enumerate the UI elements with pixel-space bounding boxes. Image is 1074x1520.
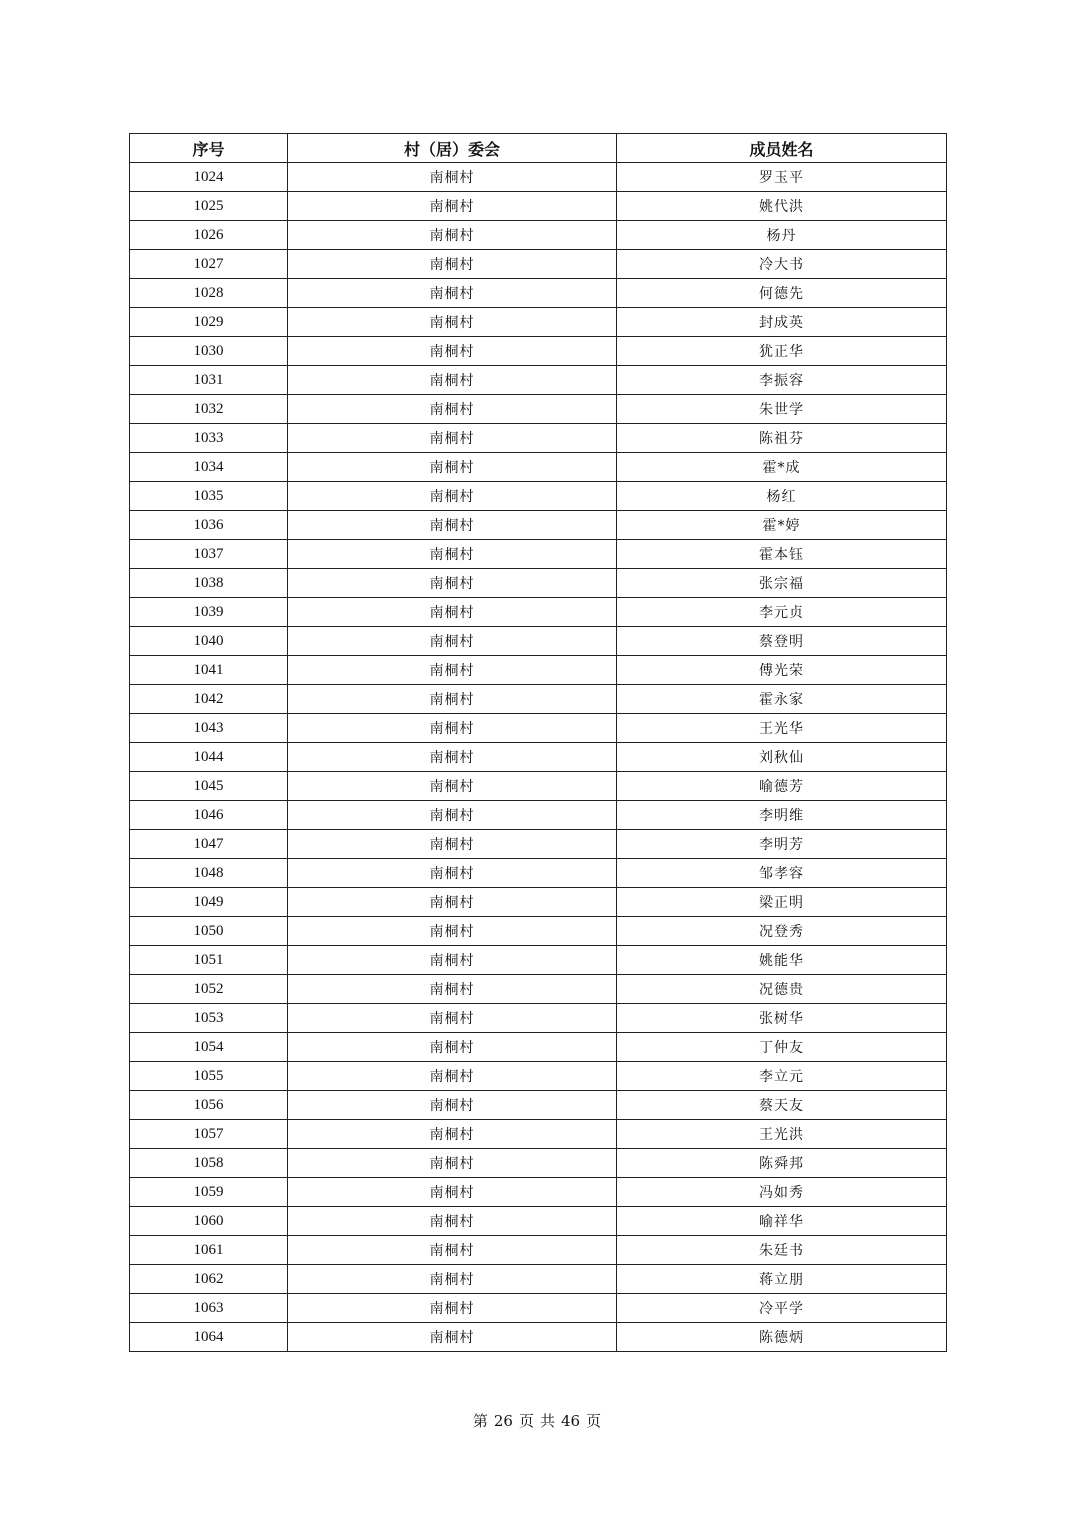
cell-committee: 南桐村 <box>288 627 617 656</box>
table-row <box>130 308 947 337</box>
cell-seq: 1026 <box>130 221 288 250</box>
table-row <box>130 917 947 946</box>
cell-member-name: 罗玉平 <box>617 163 947 192</box>
cell-committee: 南桐村 <box>288 250 617 279</box>
cell-seq: 1036 <box>130 511 288 540</box>
cell-seq: 1038 <box>130 569 288 598</box>
cell-member-name: 杨红 <box>617 482 947 511</box>
cell-committee: 南桐村 <box>288 859 617 888</box>
cell-seq: 1048 <box>130 859 288 888</box>
cell-member-name: 冷大书 <box>617 250 947 279</box>
header-committee: 村（居）委会 <box>288 134 617 163</box>
cell-committee: 南桐村 <box>288 917 617 946</box>
cell-member-name: 何德先 <box>617 279 947 308</box>
cell-seq: 1054 <box>130 1033 288 1062</box>
cell-seq: 1050 <box>130 917 288 946</box>
cell-seq: 1028 <box>130 279 288 308</box>
cell-seq: 1049 <box>130 888 288 917</box>
table-row <box>130 453 947 482</box>
table-row <box>130 250 947 279</box>
cell-member-name: 李立元 <box>617 1062 947 1091</box>
cell-committee: 南桐村 <box>288 424 617 453</box>
cell-seq: 1053 <box>130 1004 288 1033</box>
table-row <box>130 772 947 801</box>
cell-committee: 南桐村 <box>288 1033 617 1062</box>
cell-member-name: 傅光荣 <box>617 656 947 685</box>
cell-seq: 1029 <box>130 308 288 337</box>
cell-member-name: 王光洪 <box>617 1120 947 1149</box>
table-row <box>130 685 947 714</box>
table-row <box>130 1004 947 1033</box>
cell-member-name: 王光华 <box>617 714 947 743</box>
header-row <box>130 134 947 163</box>
footer-page-unit: 页 <box>518 1412 534 1430</box>
cell-committee: 南桐村 <box>288 1091 617 1120</box>
cell-member-name: 梁正明 <box>617 888 947 917</box>
cell-seq: 1052 <box>130 975 288 1004</box>
cell-committee: 南桐村 <box>288 337 617 366</box>
table-row <box>130 1178 947 1207</box>
cell-member-name: 霍*成 <box>617 453 947 482</box>
cell-seq: 1024 <box>130 163 288 192</box>
cell-seq: 1059 <box>130 1178 288 1207</box>
cell-seq: 1055 <box>130 1062 288 1091</box>
table-row <box>130 975 947 1004</box>
cell-committee: 南桐村 <box>288 279 617 308</box>
cell-committee: 南桐村 <box>288 1120 617 1149</box>
cell-member-name: 蒋立朋 <box>617 1265 947 1294</box>
cell-committee: 南桐村 <box>288 714 617 743</box>
cell-seq: 1039 <box>130 598 288 627</box>
table-row <box>130 1149 947 1178</box>
cell-committee: 南桐村 <box>288 1149 617 1178</box>
cell-seq: 1047 <box>130 830 288 859</box>
table-row <box>130 1323 947 1352</box>
cell-member-name: 姚能华 <box>617 946 947 975</box>
cell-seq: 1057 <box>130 1120 288 1149</box>
cell-seq: 1031 <box>130 366 288 395</box>
cell-committee: 南桐村 <box>288 308 617 337</box>
header-member-name: 成员姓名 <box>617 134 947 163</box>
footer-total-unit: 页 <box>586 1412 602 1430</box>
cell-member-name: 张宗福 <box>617 569 947 598</box>
cell-seq: 1027 <box>130 250 288 279</box>
footer-total-prefix: 共 <box>540 1412 556 1430</box>
cell-committee: 南桐村 <box>288 772 617 801</box>
cell-committee: 南桐村 <box>288 656 617 685</box>
cell-committee: 南桐村 <box>288 830 617 859</box>
cell-committee: 南桐村 <box>288 453 617 482</box>
table-row <box>130 888 947 917</box>
cell-member-name: 冯如秀 <box>617 1178 947 1207</box>
cell-member-name: 喻祥华 <box>617 1207 947 1236</box>
member-roster-table <box>129 133 947 1352</box>
cell-member-name: 陈舜邦 <box>617 1149 947 1178</box>
cell-seq: 1064 <box>130 1323 288 1352</box>
cell-committee: 南桐村 <box>288 888 617 917</box>
cell-seq: 1063 <box>130 1294 288 1323</box>
table-row <box>130 482 947 511</box>
cell-seq: 1051 <box>130 946 288 975</box>
cell-committee: 南桐村 <box>288 1294 617 1323</box>
cell-seq: 1033 <box>130 424 288 453</box>
cell-seq: 1037 <box>130 540 288 569</box>
table-row <box>130 192 947 221</box>
table-row <box>130 279 947 308</box>
table-row <box>130 569 947 598</box>
table-row <box>130 366 947 395</box>
cell-seq: 1035 <box>130 482 288 511</box>
cell-committee: 南桐村 <box>288 511 617 540</box>
cell-member-name: 丁仲友 <box>617 1033 947 1062</box>
table-row <box>130 221 947 250</box>
cell-seq: 1061 <box>130 1236 288 1265</box>
cell-committee: 南桐村 <box>288 221 617 250</box>
cell-seq: 1042 <box>130 685 288 714</box>
table-row <box>130 1120 947 1149</box>
cell-member-name: 李元贞 <box>617 598 947 627</box>
cell-seq: 1030 <box>130 337 288 366</box>
cell-committee: 南桐村 <box>288 1207 617 1236</box>
cell-seq: 1058 <box>130 1149 288 1178</box>
cell-member-name: 犹正华 <box>617 337 947 366</box>
cell-member-name: 封成英 <box>617 308 947 337</box>
cell-committee: 南桐村 <box>288 743 617 772</box>
page-footer <box>0 1410 1074 1431</box>
cell-committee: 南桐村 <box>288 163 617 192</box>
cell-committee: 南桐村 <box>288 192 617 221</box>
cell-seq: 1043 <box>130 714 288 743</box>
cell-committee: 南桐村 <box>288 685 617 714</box>
table-row <box>130 743 947 772</box>
table-row <box>130 540 947 569</box>
cell-committee: 南桐村 <box>288 366 617 395</box>
table-row <box>130 714 947 743</box>
cell-committee: 南桐村 <box>288 569 617 598</box>
cell-committee: 南桐村 <box>288 482 617 511</box>
cell-member-name: 李明芳 <box>617 830 947 859</box>
table-row <box>130 801 947 830</box>
cell-member-name: 邹孝容 <box>617 859 947 888</box>
table-row <box>130 1062 947 1091</box>
cell-member-name: 朱廷书 <box>617 1236 947 1265</box>
cell-committee: 南桐村 <box>288 1265 617 1294</box>
table-row <box>130 1265 947 1294</box>
cell-member-name: 陈祖芬 <box>617 424 947 453</box>
footer-page-number: 26 <box>493 1412 513 1430</box>
header-seq: 序号 <box>130 134 288 163</box>
footer-total-pages: 46 <box>561 1412 581 1430</box>
cell-seq: 1046 <box>130 801 288 830</box>
cell-member-name: 张树华 <box>617 1004 947 1033</box>
cell-member-name: 霍*婷 <box>617 511 947 540</box>
table-header <box>130 134 947 163</box>
cell-committee: 南桐村 <box>288 1062 617 1091</box>
cell-committee: 南桐村 <box>288 946 617 975</box>
table-row <box>130 511 947 540</box>
cell-member-name: 蔡天友 <box>617 1091 947 1120</box>
table-body <box>130 163 947 1352</box>
cell-committee: 南桐村 <box>288 975 617 1004</box>
cell-member-name: 杨丹 <box>617 221 947 250</box>
cell-committee: 南桐村 <box>288 1236 617 1265</box>
table-row <box>130 395 947 424</box>
cell-committee: 南桐村 <box>288 1004 617 1033</box>
cell-member-name: 况登秀 <box>617 917 947 946</box>
cell-member-name: 姚代洪 <box>617 192 947 221</box>
cell-member-name: 陈德炳 <box>617 1323 947 1352</box>
cell-seq: 1041 <box>130 656 288 685</box>
cell-committee: 南桐村 <box>288 1323 617 1352</box>
table-row <box>130 656 947 685</box>
table-row <box>130 1207 947 1236</box>
cell-member-name: 李振容 <box>617 366 947 395</box>
cell-seq: 1045 <box>130 772 288 801</box>
cell-member-name: 霍永家 <box>617 685 947 714</box>
cell-committee: 南桐村 <box>288 1178 617 1207</box>
table-row <box>130 424 947 453</box>
cell-member-name: 朱世学 <box>617 395 947 424</box>
cell-seq: 1040 <box>130 627 288 656</box>
table-row <box>130 1294 947 1323</box>
cell-member-name: 喻德芳 <box>617 772 947 801</box>
cell-seq: 1062 <box>130 1265 288 1294</box>
table-row <box>130 946 947 975</box>
cell-seq: 1032 <box>130 395 288 424</box>
cell-committee: 南桐村 <box>288 598 617 627</box>
cell-member-name: 李明维 <box>617 801 947 830</box>
cell-member-name: 冷平学 <box>617 1294 947 1323</box>
cell-member-name: 况德贵 <box>617 975 947 1004</box>
table-row <box>130 1033 947 1062</box>
cell-member-name: 霍本钰 <box>617 540 947 569</box>
table-row <box>130 163 947 192</box>
table-row <box>130 337 947 366</box>
cell-seq: 1060 <box>130 1207 288 1236</box>
cell-member-name: 蔡登明 <box>617 627 947 656</box>
table-row <box>130 830 947 859</box>
footer-prefix: 第 <box>472 1412 488 1430</box>
table-row <box>130 1236 947 1265</box>
cell-committee: 南桐村 <box>288 801 617 830</box>
table-row <box>130 627 947 656</box>
cell-seq: 1044 <box>130 743 288 772</box>
cell-committee: 南桐村 <box>288 540 617 569</box>
table-row <box>130 1091 947 1120</box>
cell-seq: 1034 <box>130 453 288 482</box>
table-row <box>130 859 947 888</box>
cell-committee: 南桐村 <box>288 395 617 424</box>
cell-member-name: 刘秋仙 <box>617 743 947 772</box>
cell-seq: 1056 <box>130 1091 288 1120</box>
table-row <box>130 598 947 627</box>
cell-seq: 1025 <box>130 192 288 221</box>
